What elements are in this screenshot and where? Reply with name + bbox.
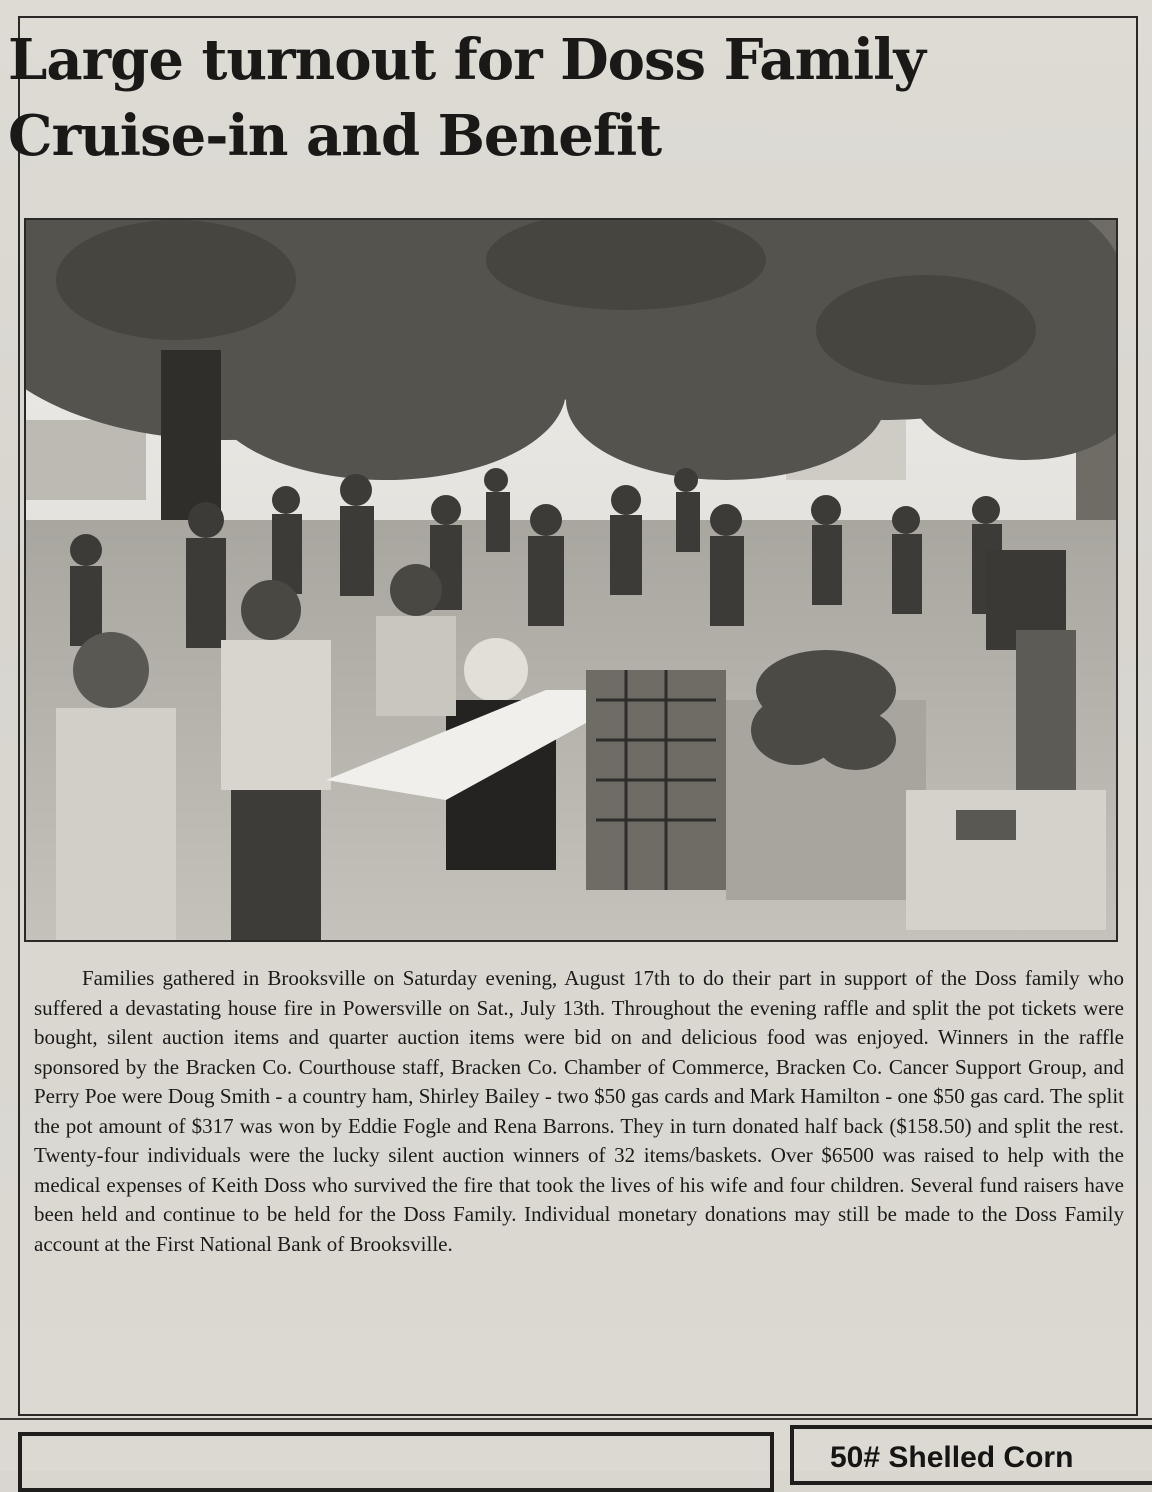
crowd-photo-illustration (26, 220, 1118, 942)
ad-title: 50# Shelled Corn (830, 1441, 1074, 1474)
potted-plant (751, 650, 896, 770)
headline-line-1: Large turnout for Doss Family (8, 27, 925, 93)
event-photo (24, 218, 1118, 942)
headline-line-2: Cruise-in and Benefit (8, 103, 662, 169)
bleed-through-left-column (0, 190, 20, 970)
article-headline (8, 22, 1108, 174)
next-article-frame-left (18, 1432, 774, 1492)
article-body: Families gathered in Brooksville on Saturday evening, August 17th to do their part in support of the Doss family who suffered a devastating house fire in Powersville on Sat., July 13th. Throughout the evening raffle and split the pot tickets were bought, silent auction items and quarter auction items were bid on and delicious food was enjoyed. Winners in the raffle sponsored by the Bracken Co. Courthouse staff, Bracken Co. Chamber of Commerce, Bracken Co. Cancer Support Group, and Perry Poe were Doug Smith - a country ham, Shirley Bailey - two $50 gas cards and Mark Hamilton - one $50 gas card. The split the pot amount of $317 was won by Eddie Fogle and Rena Barrons. They in turn donated half back ($158.50) and split the rest. Twenty-four individuals were the lucky silent auction winners of 32 items/baskets. Over $6500 was raised to help with the medical expenses of Keith Doss who survived the fire that took the lives of his wife and four children. Several fund raisers have been held and continue to be held for the Doss Family. Individual monetary donations may still be made to the Doss Family account at the First National Bank of Brooksville. (34, 966, 1124, 1256)
bleed-through-top (0, 0, 1152, 14)
next-ad-frame (790, 1425, 1152, 1485)
section-divider (0, 1418, 1152, 1420)
